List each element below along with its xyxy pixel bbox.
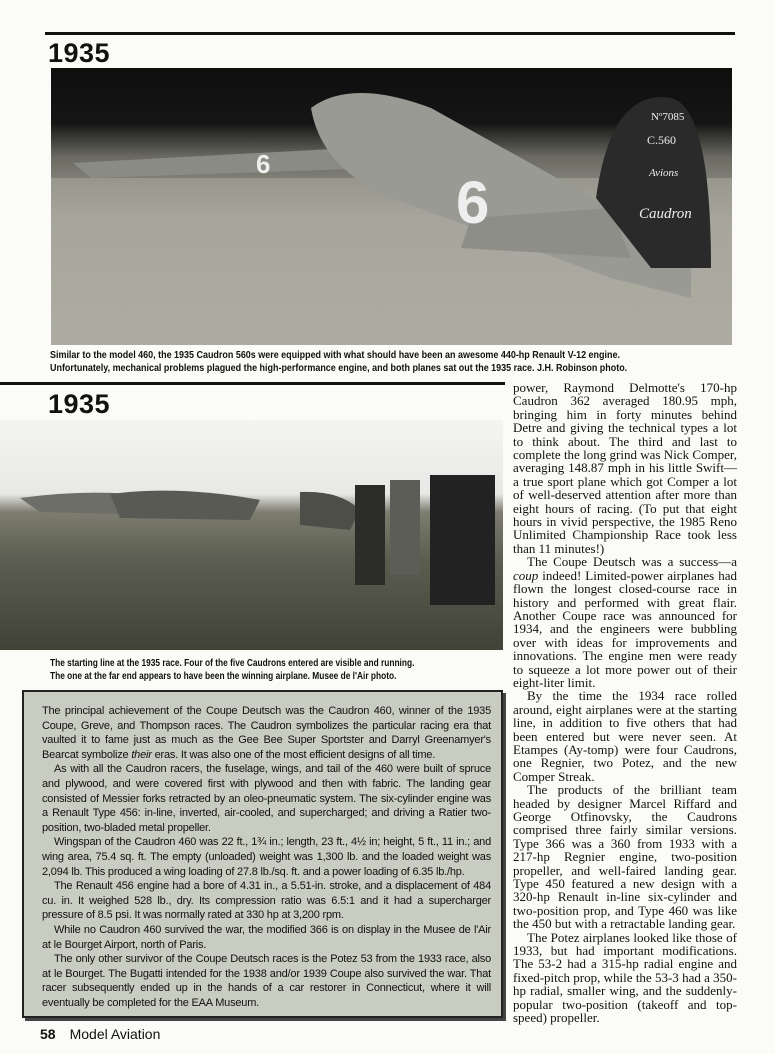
caption-line: Similar to the model 460, the 1935 Caudron 560s were equipped with what should have been an awesome 440-hp Renault V-12 engine. xyxy=(50,350,620,361)
tail-type: C.560 xyxy=(647,133,677,147)
starting-line-photo xyxy=(0,420,503,650)
tail-registration: Nº7085 xyxy=(651,111,685,123)
text: The principal achievement of the Coupe Deutsch was the Caudron 460, winner of the 1935 Coupe, Greve, and Thompson races. The Caudron symbolizes the particular racing era that vaulted it to fame just as much as the Gee Bee Super Sportster and Darryl Greenamyer's Bearcat symbolize xyxy=(42,705,491,761)
section-year-heading: 1935 xyxy=(48,38,111,68)
sidebar-paragraph: As with all the Caudron racers, the fuselage, wings, and tail of the 460 were built of spruce and plywood, and were covered first with plywood and then with fabric. The landing gear consisted of Messier forks retracted by an oleo-pneumatic system. The six-cylinder engine was a Renault Type 456: in-line, inverted, air-cooled, and supercharged; and driving a Ratier two-position, two-bladed metal propeller. xyxy=(42,763,491,834)
text: The Coupe Deutsch was a success—a xyxy=(527,554,737,570)
article-paragraph: The Potez airplanes looked like those of 1933, but had important modifications. The 53-2 had a 315-hp radial engine and fixed-pitch prop, while the 53-3 had a 350-hp radial, smaller wing, and the suddenly-popular two-position (takeoff and top-speed) propeller. xyxy=(513,929,737,1026)
sidebar-paragraph: While no Caudron 460 survived the war, the modified 366 is on display in the Musee de l'Air at le Bourget Airport, north of Paris. xyxy=(42,923,491,951)
caption-line: The one at the far end appears to have been the winning airplane. Musee de l'Air photo. xyxy=(50,671,397,682)
article-column xyxy=(513,381,737,1025)
caudron-460-sidebar-box xyxy=(22,690,503,1018)
tail-brand-caudron: Caudron xyxy=(639,206,692,222)
sidebar-paragraph: The only other survivor of the Coupe Deutsch races is the Potez 53 from the 1933 race, also at le Bourget. The Bugatti intended for the 1938 and/or 1939 Coupe also survived the war. That racer subsequently ended up in the hands of a car restorer in Connecticut, where it will eventually be completed for the EAA Museum. xyxy=(42,953,491,1009)
section-rule xyxy=(0,382,505,385)
emphasis: coup xyxy=(513,567,539,583)
race-number: 6 xyxy=(456,169,490,236)
photo1-caption xyxy=(50,349,740,375)
publication-name: Model Aviation xyxy=(69,1026,161,1042)
wing-race-number: 6 xyxy=(256,149,271,179)
caption-line: The starting line at the 1935 race. Four of the five Caudrons entered are visible and running. xyxy=(50,658,415,669)
emphasis: their xyxy=(131,748,152,761)
article-paragraph: By the time the 1934 race rolled around, eight airplanes were at the starting line, in addition to five others that had been entered but were never seen. At Etampes (Ay-tomp) were four Caudrons, one Regnier, two Potez, and the new Comper Streak. xyxy=(513,688,737,784)
article-paragraph: The products of the brilliant team headed by designer Marcel Riffard and George Otfinovsky, the Caudrons comprised three fairly similar versions. Type 366 was a 360 from 1933 with a 217-hp Regnier engine, two-position propeller, and well-faired landing gear. Type 450 featured a new design with a 320-hp Renault in-line six-cylinder and two-position prop, and Type 460 was like the 450 but with a retractable landing gear. xyxy=(513,782,737,932)
section-year-heading: 1935 xyxy=(48,389,111,419)
text: eras. It was also one of the most efficient designs of all time. xyxy=(151,748,436,761)
tail-brand-avions: Avions xyxy=(649,167,679,179)
sidebar-paragraph xyxy=(42,704,491,762)
text: indeed! Limited-power airplanes had flown the longest closed-course race in history and performed with great flair. Another Coupe race was announced for 1934, and the engineers were bubbling over with ideas for improvements and innovations. The engine men were ready to squeeze a lot more power out of their eight-liter limit. xyxy=(513,567,737,690)
page-number: 58 xyxy=(40,1026,56,1042)
photo2-caption xyxy=(50,657,509,683)
article-paragraph xyxy=(513,555,737,689)
page-footer xyxy=(40,1026,160,1042)
article-paragraph: power, Raymond Delmotte's 170-hp Caudron 362 averaged 180.95 mph, bringing him in forty minutes behind Detre and giving the technical types a lot to think about. The third and last to complete the long grind was Nick Comper, averaging 148.87 mph in his little Swift—a true sport plane which got Comper a lot of well-deserved attention after more than eight hours of racing. (To put that eight hours in vivid perspective, the 1985 Reno Unlimited Championship Race took less than 11 minutes!) xyxy=(513,380,737,556)
starting-line-illustration xyxy=(0,420,503,650)
top-rule xyxy=(45,32,735,35)
caption-line: Unfortunately, mechanical problems plagued the high-performance engine, and both planes sat out the 1935 race. J.H. Robinson photo. xyxy=(50,363,628,374)
sidebar-paragraph: Wingspan of the Caudron 460 was 22 ft., 1¾ in.; length, 23 ft., 4½ in; height, 5 ft., 11 in.; and wing area, 75.4 sq. ft. The empty (unloaded) weight was 1,300 lb. and the loaded weight was 2,094 lb. This produced a wing loading of 27.8 lb./sq. ft. and a power loading of 6.35 lb./hp. xyxy=(42,836,491,878)
sidebar-paragraph: The Renault 456 engine had a bore of 4.31 in., a 5.51-in. stroke, and a displacement of 484 cu. in. It weighed 528 lb., dry. Its compression ratio was 6.5:1 and it had a supercharger pressure of 8.5 psi. It was normally rated at 330 hp at 3,200 rpm. xyxy=(42,880,491,922)
caudron-560-photo xyxy=(51,68,732,345)
caudron-560-illustration xyxy=(51,68,732,345)
